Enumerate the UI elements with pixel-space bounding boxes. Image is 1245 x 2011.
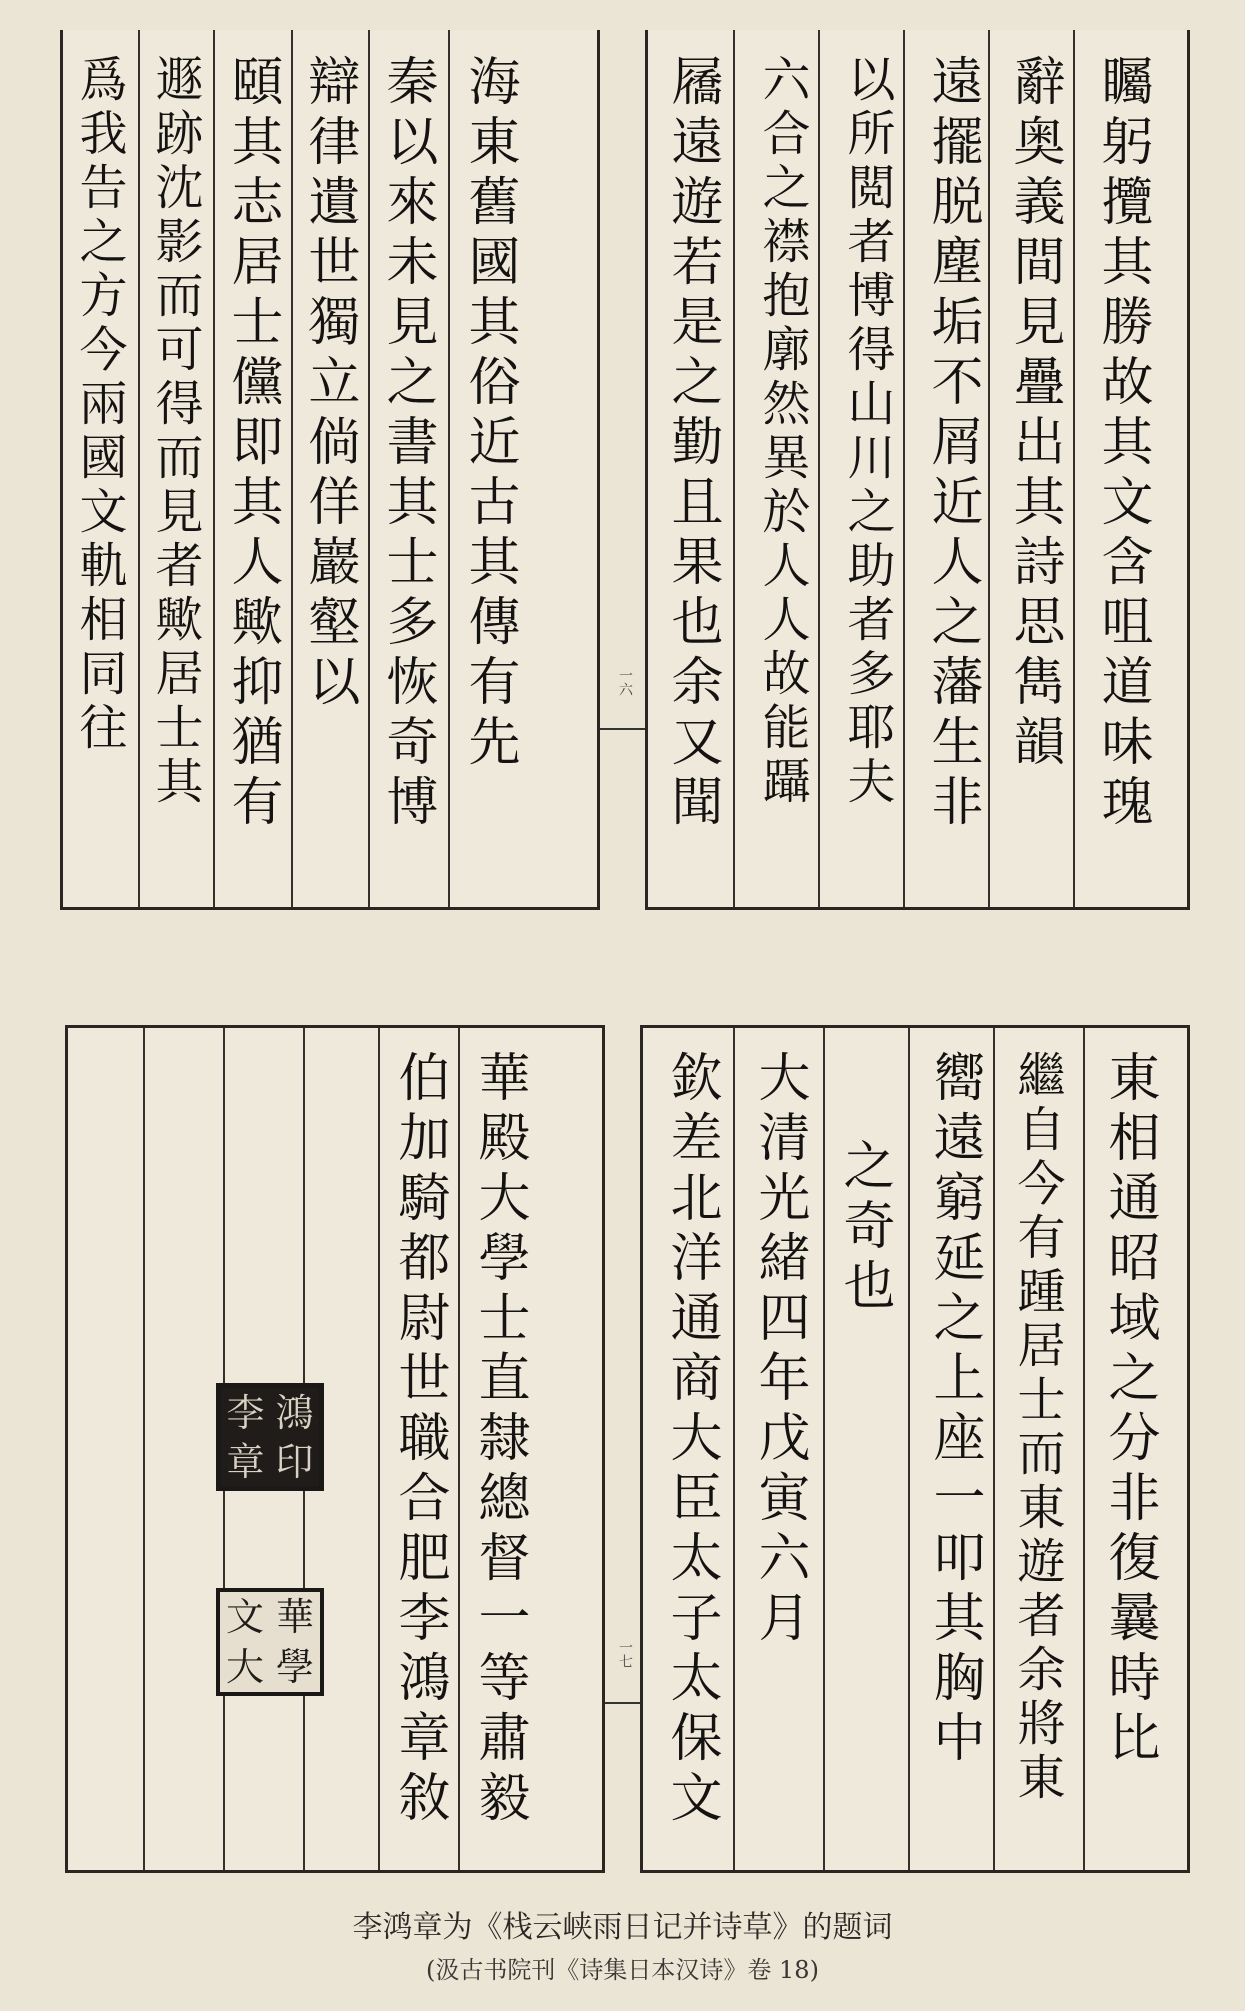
text-column: 海東舊國其俗近古其傳有先 <box>459 54 519 774</box>
column-rule <box>988 30 990 907</box>
source-note: (汲古书院刊《诗集日本汉诗》卷 18) <box>426 1956 819 1984</box>
text-column: 遠擺脱塵垢不屑近人之藩生非 <box>922 54 982 834</box>
seal-stamp <box>216 1383 324 1491</box>
text-column: 秦以來未見之書其士多恢奇博 <box>377 54 437 834</box>
text-column: 遯跡沈影而可得而見者歟居士其 <box>147 54 203 810</box>
top-left-page <box>60 30 600 910</box>
fold-number: 一六 <box>617 668 633 696</box>
text-column: 嚮遠窮延之上座一叩其胸中 <box>924 1050 984 1770</box>
bottom-right-page <box>640 1025 1190 1873</box>
text-column: 辭奥義間見疊出其詩思雋韻 <box>1004 54 1064 774</box>
text-column: 伯加騎都尉世職合肥李鴻章敘 <box>389 1050 449 1830</box>
seal-char: 大 <box>225 1645 264 1689</box>
column-rule <box>733 30 735 907</box>
text-column: 之奇也 <box>834 1138 894 1318</box>
text-column: 辯律遺世獨立倘佯巖壑以 <box>299 54 359 714</box>
seal-char: 華 <box>275 1595 314 1639</box>
fold-number: 一七 <box>617 1640 633 1668</box>
column-rule <box>733 1028 735 1870</box>
text-column: 大清光緒四年戊寅六月 <box>749 1050 809 1650</box>
text-column: 欽差北洋通商大臣太子太保文 <box>661 1050 721 1830</box>
text-column: 繼自今有踵居士而東遊者余將東 <box>1009 1050 1065 1806</box>
column-rule <box>458 1028 460 1870</box>
column-rule <box>213 30 215 907</box>
column-rule <box>1073 30 1075 907</box>
column-rule <box>818 30 820 907</box>
fold-mark <box>605 1702 640 1704</box>
top-right-page <box>645 30 1190 910</box>
text-column: 屩遠遊若是之勤且果也余又聞 <box>662 54 722 834</box>
figure-caption: 李鸿章为《栈云峡雨日记并诗草》的题词 <box>352 1910 893 1945</box>
text-column: 矚躬攬其勝故其文含咀道味瑰 <box>1092 54 1152 834</box>
text-column: 以所閲者博得山川之助者多耶夫 <box>839 54 895 810</box>
text-column: 東相通昭域之分非復曩時比 <box>1099 1050 1159 1770</box>
seal-char: 印 <box>275 1439 314 1484</box>
column-rule <box>368 30 370 907</box>
column-rule <box>823 1028 825 1870</box>
fold-mark <box>600 728 645 730</box>
column-rule <box>138 30 140 907</box>
column-rule <box>993 1028 995 1870</box>
seal-stamp <box>216 1588 324 1696</box>
bottom-left-page <box>65 1025 605 1873</box>
seal-char: 章 <box>226 1439 265 1484</box>
seal-char: 鴻 <box>275 1390 314 1435</box>
text-column: 頤其志居士儻即其人歟抑猶有 <box>222 54 282 834</box>
column-rule <box>1083 1028 1085 1870</box>
column-rule <box>143 1028 145 1870</box>
seal-char: 學 <box>275 1645 314 1689</box>
column-rule <box>378 1028 380 1870</box>
text-column: 爲我告之方今兩國文軌相同往 <box>71 54 127 756</box>
column-rule <box>291 30 293 907</box>
text-column: 華殿大學士直隸總督一等肅毅 <box>469 1050 529 1830</box>
text-column: 六合之襟抱廓然異於人人故能躡 <box>754 54 810 810</box>
seal-char: 文 <box>225 1595 264 1639</box>
column-rule <box>908 1028 910 1870</box>
seal-char: 李 <box>226 1390 265 1435</box>
column-rule <box>903 30 905 907</box>
column-rule <box>448 30 450 907</box>
